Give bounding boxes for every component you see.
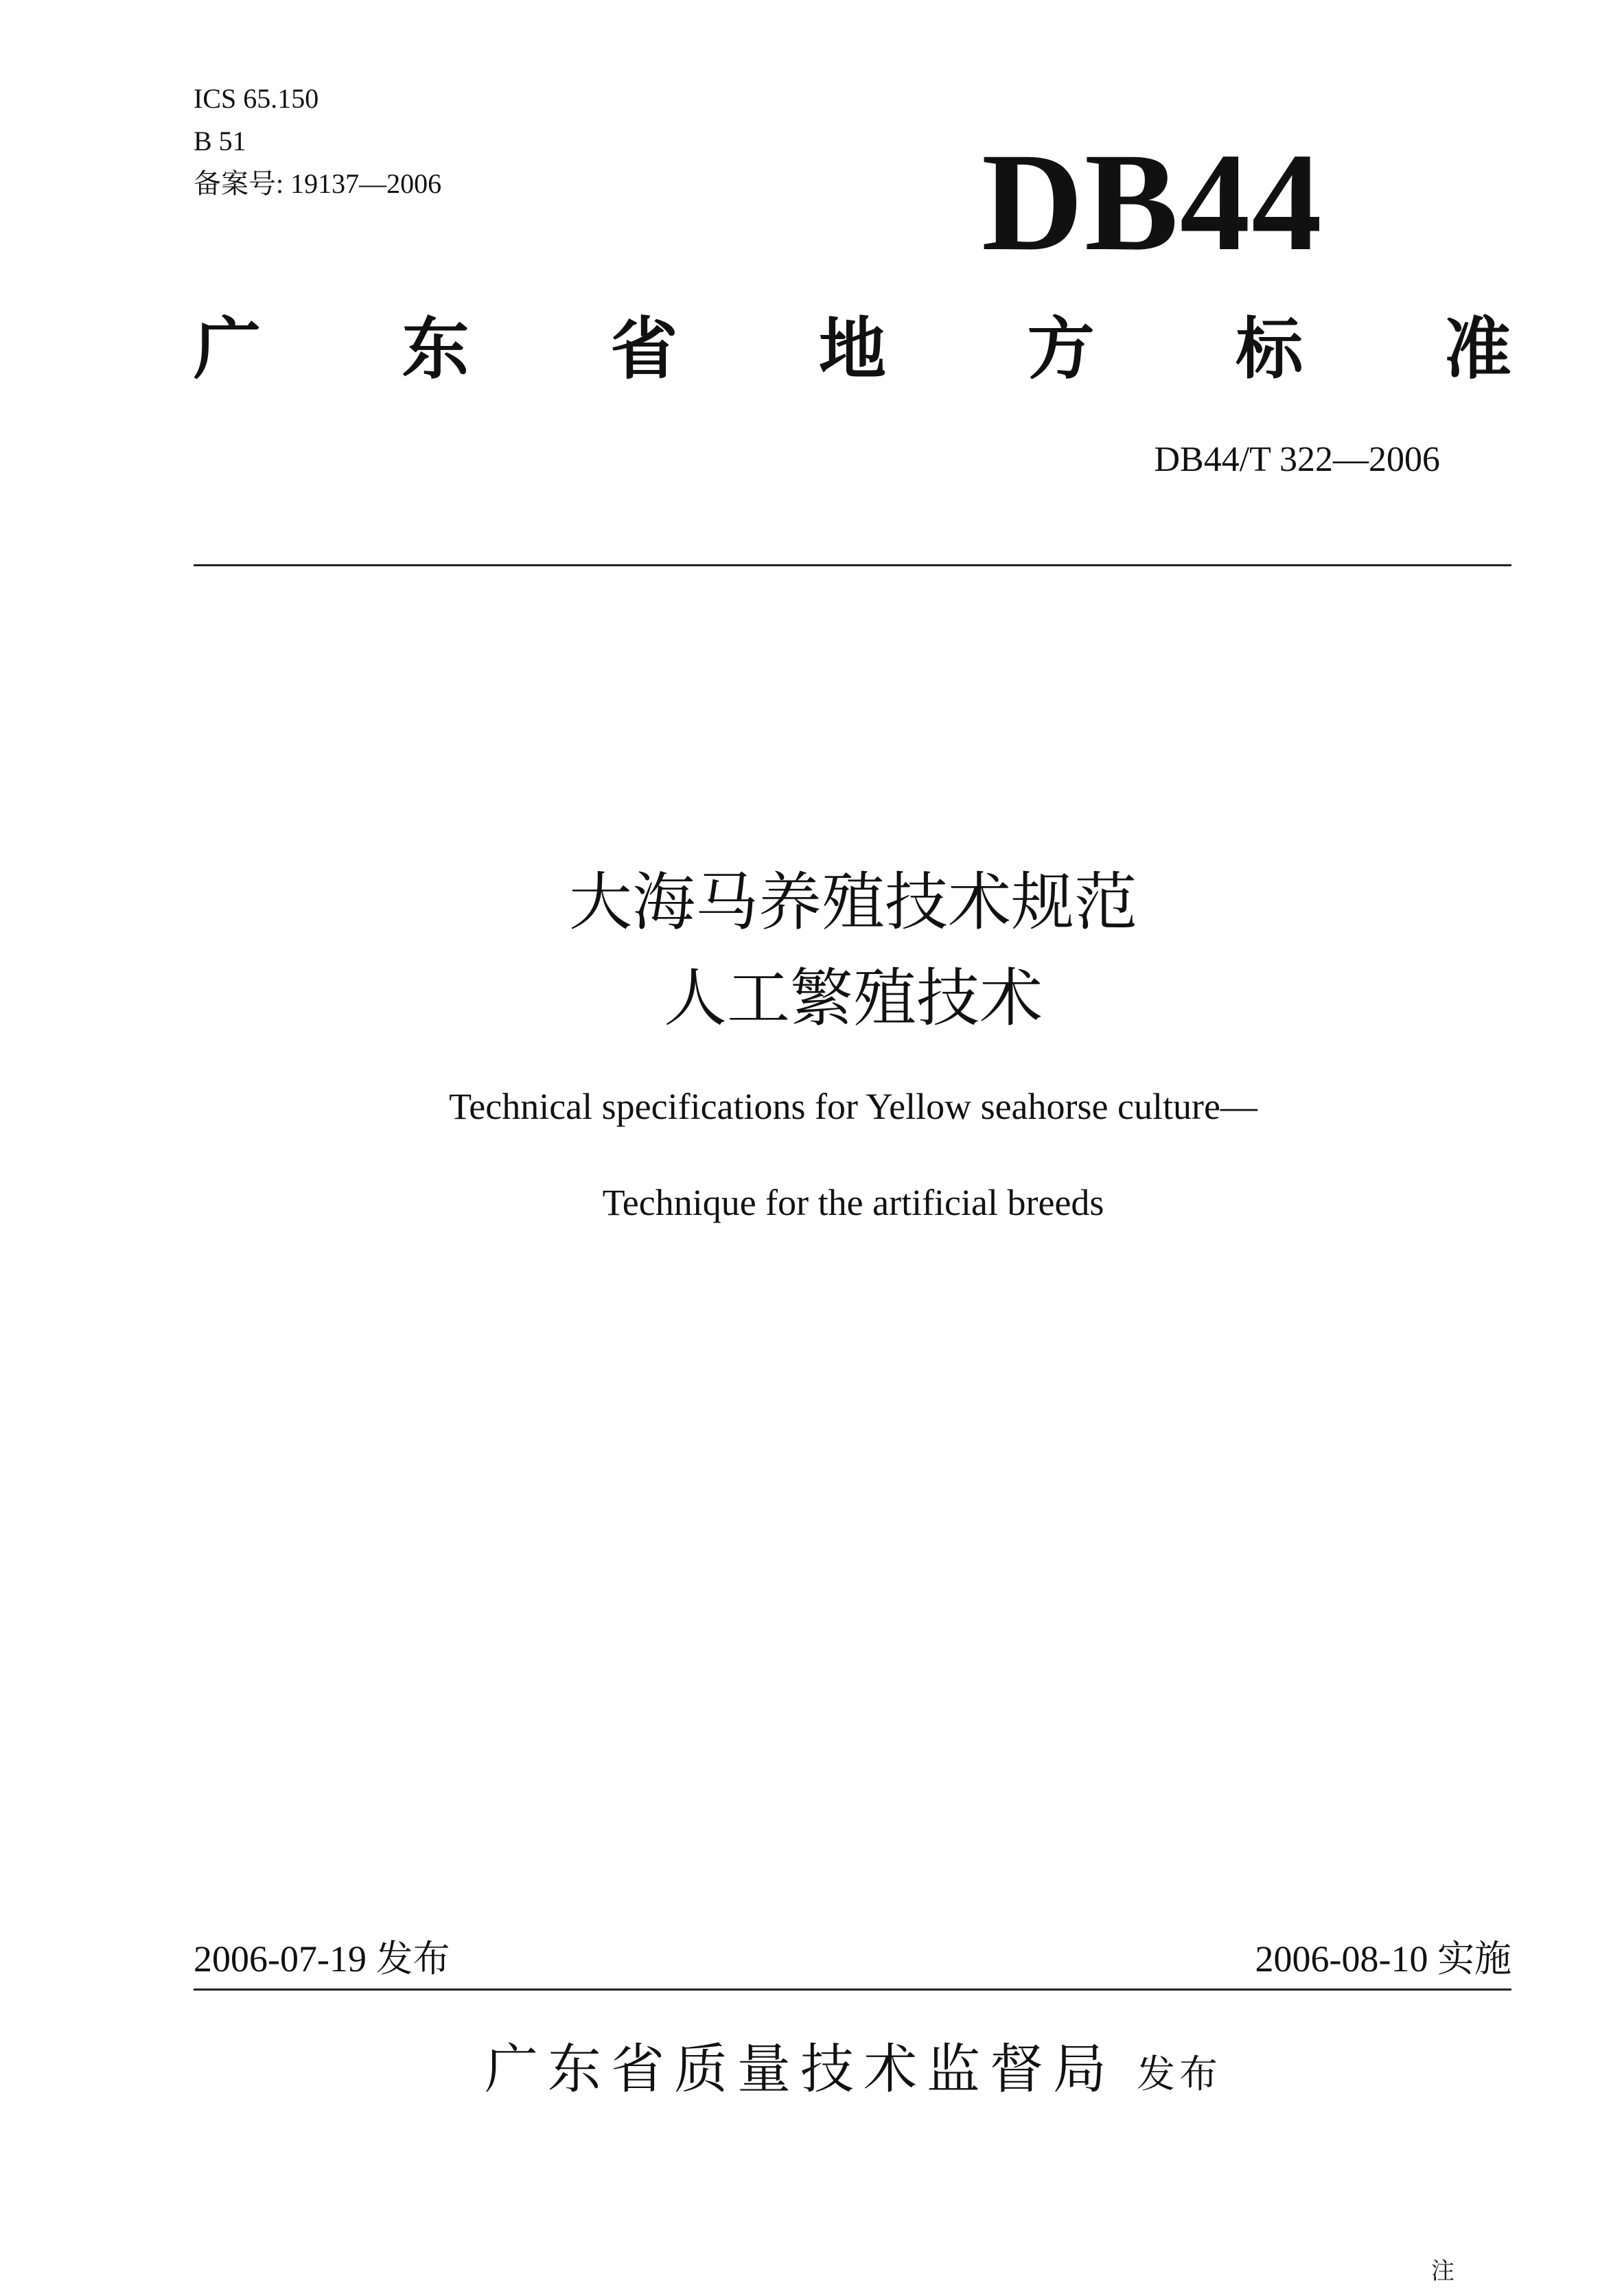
db-logo: DB44 xyxy=(982,124,1323,280)
implementation-date: 2006-08-10 实施 xyxy=(1255,1938,1511,1980)
standard-type-char: 广 xyxy=(194,310,262,389)
standard-type-char: 省 xyxy=(610,310,678,389)
standard-type-char: 准 xyxy=(1443,310,1511,389)
publisher-name: 广东省质量技术监督局 xyxy=(484,2039,1116,2100)
standard-type-heading xyxy=(194,302,1511,389)
standard-number: DB44/T 322—2006 xyxy=(1154,440,1440,479)
issue-date: 2006-07-19 发布 xyxy=(194,1938,450,1980)
top-divider xyxy=(194,564,1511,566)
title-english-line-2: Technique for the artificial breeds xyxy=(602,1182,1104,1223)
title-english-line-1: Technical specifications for Yellow seahorse culture— xyxy=(449,1086,1257,1127)
ccs-code: B 51 xyxy=(194,126,246,156)
standard-type-char: 标 xyxy=(1236,310,1303,389)
standard-type-char: 方 xyxy=(1027,310,1095,389)
record-number: 备案号: 19137—2006 xyxy=(194,168,442,199)
ics-code: ICS 65.150 xyxy=(194,83,319,114)
bottom-divider xyxy=(194,1988,1511,1991)
publisher-suffix: 发布 xyxy=(1137,2052,1222,2097)
standard-type-char: 地 xyxy=(818,310,886,389)
title-chinese-line-1: 大海马养殖技术规范 xyxy=(568,866,1137,939)
publisher-line xyxy=(194,2032,1512,2122)
title-chinese-line-2: 人工繁殖技术 xyxy=(663,962,1043,1035)
standard-type-char: 东 xyxy=(402,310,469,389)
corner-note: 注 xyxy=(1431,2259,1454,2284)
